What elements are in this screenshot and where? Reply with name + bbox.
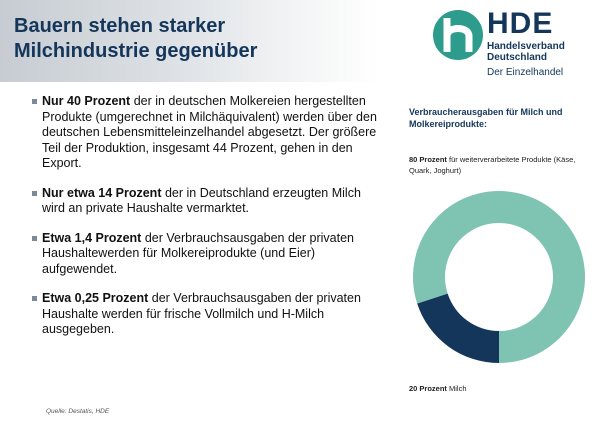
bullet-list [32,94,377,352]
bullet-text: der in deutschen Molkereien hergestellten Produkte (umgerechnet in Milchäquivalent) werden über den deutschen Lebensmitteleinzelhandel abgesetzt. Der größere Teil der Produktion, insgesamt 44 Prozent, gehen in den Export. [42,94,377,170]
logo-subtitle-line1: Handelsverband [487,41,565,52]
slice-label-processed-bold: 80 Prozent [409,155,447,164]
bullet-square-icon [32,191,37,196]
bullet-bold: Etwa 0,25 Prozent [42,291,149,305]
slice-label-processed-text: für weiterverarbeitete Produkte (Käse, Quark, Joghurt) [409,155,576,175]
bullet-bold: Nur etwa 14 Prozent [42,185,162,200]
logo-subtitle [487,41,587,63]
slice-label-milk-text: Milch [446,384,467,393]
source-note: Quelle: Destatis, HDE [46,408,110,415]
slice-label-milk-bold: 20 Prozent [409,384,447,393]
hde-logo-mark-icon [433,10,483,60]
bullet-item [32,291,377,338]
logo-subtitle-line2: Deutschland [487,52,548,63]
bullet-square-icon [32,236,37,241]
bullet-bold: Etwa 1,4 Prozent [42,230,142,245]
hde-logo [433,7,593,82]
chart-title: Verbraucherausgaben für Milch und Molkereiprodukte: [409,107,563,129]
bullet-text: der in Deutschland erzeugten Milch wird an private Haushalte vermarktet. [42,185,361,215]
bullet-item [32,186,377,217]
logo-wordmark: HDE [487,7,554,40]
page-title-line2: Milchindustrie gegenüber [14,40,258,62]
bullet-text: der Verbrauchsausgaben der privaten Haushalte werden für frische Vollmilch und H-Milch ausgegeben. [42,291,361,336]
bullet-text: der Verbrauchsausgaben der privaten Haushaltewerden für Molkereiprodukte (und Eier) aufgewendet. [42,230,354,276]
page-title [14,14,374,64]
bullet-item [32,231,377,278]
logo-tagline: Der Einzelhandel [487,67,564,78]
donut-slice-milk [417,294,499,363]
bullet-square-icon [32,99,37,104]
donut-chart [412,190,586,364]
bullet-item [32,94,377,172]
bullet-bold: Nur 40 Prozent [42,94,131,108]
bullet-square-icon [32,296,37,301]
slice-label-processed [409,154,594,176]
slice-label-milk [409,383,594,394]
page-title-line1: Bauern stehen starker [14,15,226,37]
